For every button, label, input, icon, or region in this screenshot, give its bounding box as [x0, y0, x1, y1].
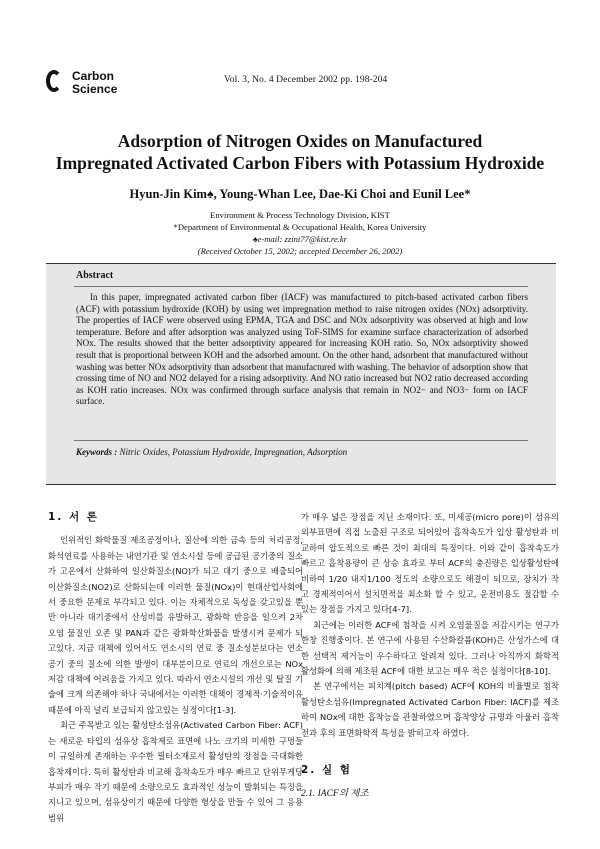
abstract-text: In this paper, impregnated activated carbon fiber (IACF) was manufactured to pitch-based activated carbon fibers (ACF) with potassium hydroxide (KOH) by using wet impregnation method to raise nitrogen oxides (NOx) adsorptivity. The properties of IACF were observed using EPMA, TGA and DSC and NOx adsorptivity was observed at high and low temperature. Before and after adsorption was analyzed using ToF-SIMS for examine surface characterization of adsorbed NOx. The results showed that the better adsorptivity appeared for increasing KOH ratio. So, NOx adsorptivity showed result that is proportional between KOH and the adsorbed amount. On the other hand, adsorbent that manufactured without washing was better NOx adsorptivity than adsorbent that manufactured with washing. The behavior of adsorption show that crossing time of NO and NO2 delayed for a rising adsorptivity. And NO ratio increased but NO2 ratio decreased according as KOH ratio increases. NOx was confirmed through surface analysis that remain in NO2− and NO3− form on IACF surface. — [76, 292, 528, 407]
section-1-heading: 1. 서 론 — [48, 511, 99, 523]
keywords-label: Keywords : — [76, 447, 118, 457]
affiliation-kist: Environment & Process Technology Division, KIST — [210, 210, 390, 220]
authors: Hyun-Jin Kim♠, Young-Whan Lee, Dae-Ki Choi and Eunil Lee* — [129, 187, 471, 201]
body-left-column — [48, 510, 303, 826]
body-right-column — [301, 510, 559, 802]
intro-paragraph-5: 본 연구에서는 피치계(pitch based) ACF에 KOH의 비율별로 첨착활성탄소섬유(Impregnated Activated Carbon Fiber: IACF)를 제조하여 NOx에 대한 흡착능을 관찰하였으며 흡착양상 규명과 아울러 흡착전과 후의 표면화학적 특성을 밝히고자 하였다. — [301, 681, 559, 738]
abstract-box — [46, 263, 556, 485]
affiliation-korea-university: *Department of Environmental & Occupational Health, Korea University — [173, 222, 427, 232]
journal-volume-info: Vol. 3, No. 4 December 2002 pp. 198-204 — [224, 75, 388, 85]
intro-paragraph-1: 인위적인 화학물질 제조공정이나, 질산에 의한 금속 등의 처리공정, 화석연료를 사용하는 내연기관 및 연소시설 등에 공급된 공기중의 질소가 고온에서 산화하여 일산화질소(NO)가 되고 대기 중으로 배출되어 이산화질소(NO2)로 산화되는데 이러한 물질(NOx)이 현대산업사회에서 중요한 문제로 부각되고 있다. 이는 자체적으로 독성을 갖고있을 뿐만 아니라 대기중에서 산성비를 유발하고, 광화학 반응을 일으켜 2차 오염 물질인 오존 및 PAN과 같은 광화학산화물을 발생시켜 문제가 되고있다. 지금 대책에 있어서도 연소시의 연료 중 질소성분보다는 연소공기 중의 질소에 의한 발생이 대부분이므로 연료의 개선으로는 NOx 저감 대책에 어려움을 가지고 있다. 따라서 연소시설의 개선 및 탈질 기술에 크게 의존해야 하나 국내에서는 이러한 대책이 경제적·기술적이유 때문에 아직 널리 보급되지 않고있는 실정이다[1-3]. — [48, 535, 303, 715]
author-email: ♠e-mail: zzini77@kist.re.kr — [252, 234, 348, 244]
carbon-logo-icon — [46, 70, 66, 96]
keywords-list: Nitric Oxides, Potassium Hydroxide, Impregnation, Adsorption — [119, 447, 348, 457]
journal-logo — [46, 70, 117, 96]
intro-paragraph-3: 가 매우 넓은 장점을 지닌 소재이다. 또, 미세공(micro pore)이 섬유의 외부표면에 직접 노출된 구조로 되어있어 흡착속도가 입상 활성탄과 비교하여 압도적으로 빠른 것이 최대의 특징이다. 이와 같이 흡착속도가 빠르고 흡착용량이 큰 상승 효과로 부터 ACF의 충진량은 입상활성탄에 비하여 1/20 내지1/100 정도의 소량으로도 해결이 되므로, 장치가 작고 경제적이어서 설치면적을 최소화 할 수 있고, 운전비용도 절감할 수 있는 장점을 가지고 있다[4-7]. — [301, 512, 559, 615]
received-dates: (Received October 15, 2002; accepted December 26, 2002) — [197, 246, 403, 256]
journal-name: Carbon Science — [72, 69, 118, 96]
subsection-2-1-heading: 2.1. IACF의 제조 — [301, 788, 369, 799]
section-2-heading: 2. 실 험 — [301, 764, 352, 777]
keywords — [76, 447, 528, 457]
keywords-divider — [74, 440, 528, 441]
intro-paragraph-2: 최근 주목받고 있는 활성탄소섬유(Activated Carbon Fiber: ACF)는 새로운 타입의 섬유상 흡착제로 표면에 나노 크기의 미세한 구멍들이 규일하게 존재하는 우수한 필터소재로서 활성탄의 장점을 극대화한 흡착제이다. 특히 활성탄과 비교해 흡착속도가 매우 빠르고 단위무게당 부피가 매우 작기 때문에 소량으로도 효과적인 성능이 발휘되는 특징을 지니고 있으며, 섬유상이기 때문에 다양한 형상을 만들 수 있어 그 응용 범위 — [48, 720, 303, 823]
intro-paragraph-4: 최근에는 이러한 ACF에 첨착을 시켜 오염물질을 저감시키는 연구가 한창 진행중이다. 본 연구에 사용된 수산화칼륨(KOH)은 산성가스에 대한 선택적 제거능이 우수하다고 알려져 있다. 그러나 아직까지 화학적 활성화에 의해 제조된 ACF에 대한 보고는 매우 적은 실정이다[8-10]. — [301, 619, 559, 677]
paper-title: Adsorption of Nitrogen Oxides on Manufactured Impregnated Activated Carbon Fibers with Potassium Hydroxide — [55, 131, 545, 173]
abstract-heading: Abstract — [76, 270, 114, 281]
abstract-divider — [74, 286, 528, 287]
